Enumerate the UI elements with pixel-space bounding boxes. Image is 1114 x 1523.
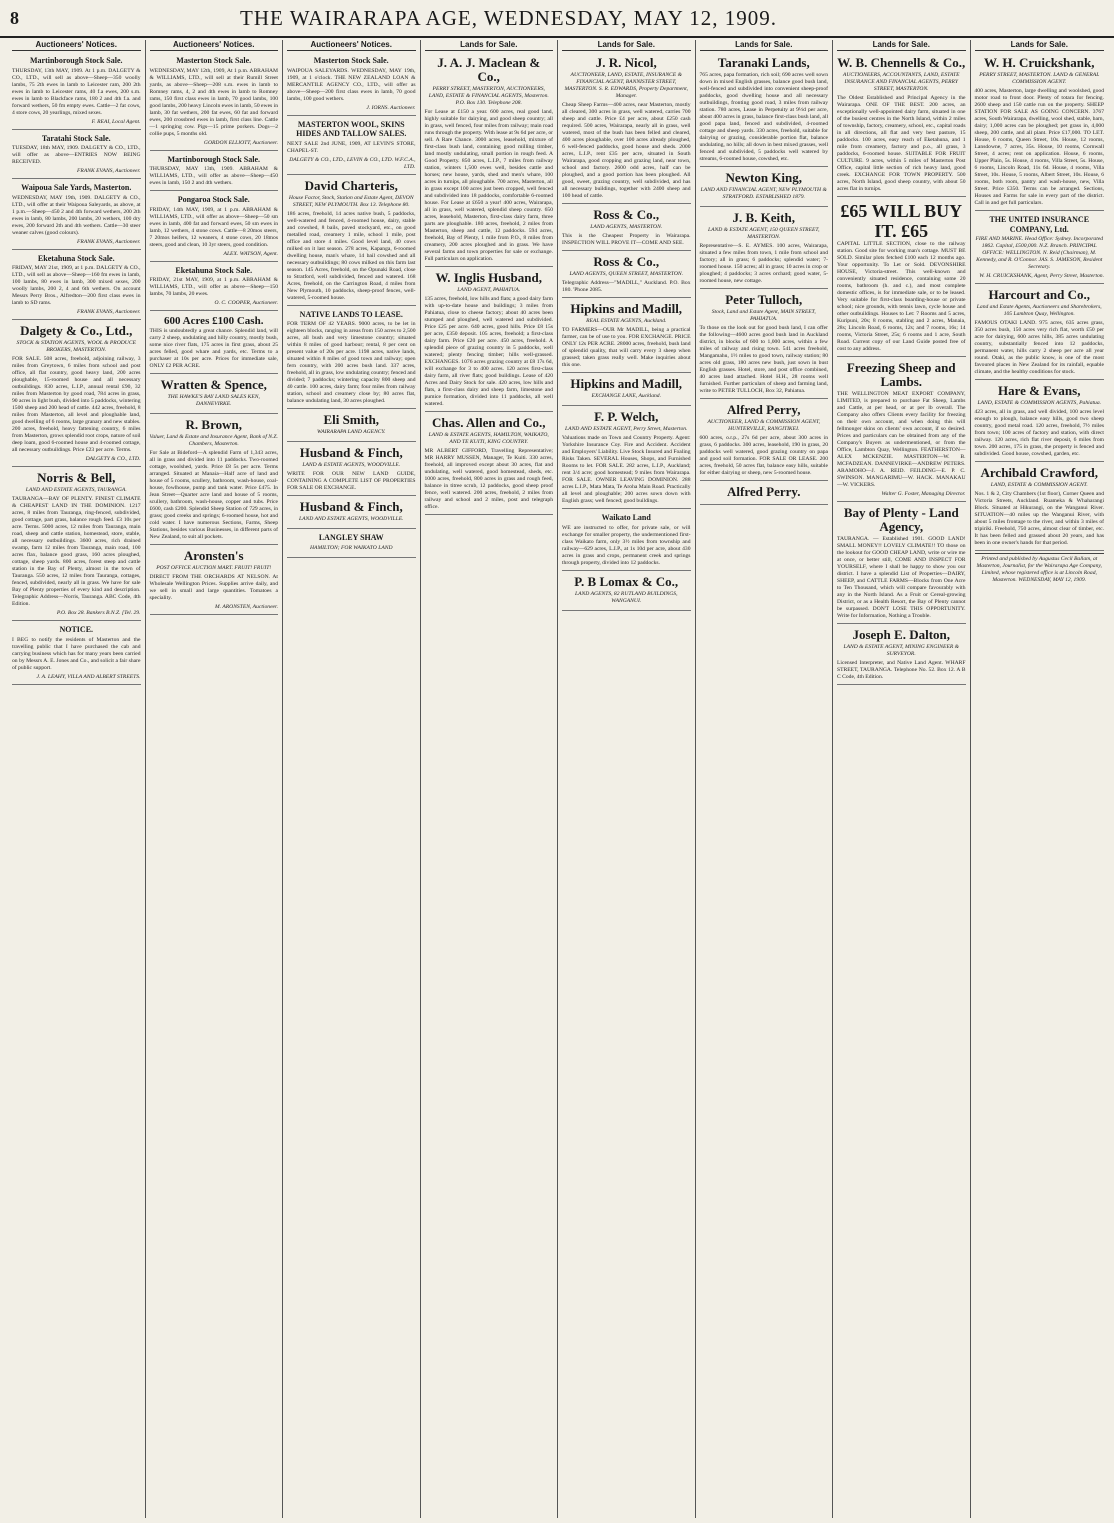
ad-subtitle: AUCTIONEERS, ACCOUNTANTS, LAND, ESTATE INSURANCE AND FINANCIAL AGENTS, PERRY STREET, MASTERTON.	[842, 72, 960, 92]
column-5	[558, 40, 696, 1518]
ad-signature: J. IORNS. Auctioneer.	[366, 104, 416, 111]
advertisement	[12, 322, 141, 467]
ad-title: Hipkins and Madill,	[570, 376, 683, 391]
ad-signature: FRANK EVANS, Auctioneer.	[77, 168, 141, 174]
ad-title: Newton King,	[725, 170, 803, 185]
ad-title: Archibald Crawford,	[980, 465, 1098, 480]
ad-title: F. P. Welch,	[594, 409, 659, 424]
ad-subtitle: POST OFFICE AUCTION MART. FRUIT! FRUIT!	[156, 565, 272, 571]
ad-subtitle: STOCK & STATION AGENTS, WOOL & PRODUCE BROKERS, MASTERTON.	[16, 340, 136, 353]
ad-title: NATIVE LANDS TO LEASE.	[299, 309, 403, 319]
advertisement	[12, 54, 141, 130]
advertisement	[287, 54, 416, 116]
advertisement	[700, 483, 829, 505]
ad-signature: J. A. LEAHY, VILLA AND ALBERT STREETS.	[36, 673, 141, 680]
ad-body: For Sale at Bideford—A splendid Farm of 1,343 acres, all in grass and divided into 11 paddocks. Two-roomed cottage, woolshed, yards. Price £8 5s per acre. Terms arranged. Situated at Manaia—Half acre of land and house of 5 rooms, scullery, bathroom, wash-house, coal-house, fowlhouse, pump and tank water. Price £475. In Jean Street—Quarter acre land and house of 5 rooms, scullery, bathroom, wash-house, copper and tubs. Price £600, cash £200. Splendid Sheep Station of 729 acres, in grass; good creeks and springs; 6-roomed house, hot and cold water. I have numerous Sections, Farms, Sheep Stations, besides various Businesses, in different parts of New Zealand, to suit all pockets.	[149, 450, 278, 540]
advertisement	[287, 308, 416, 410]
advertisement	[150, 313, 279, 374]
masthead	[0, 0, 1114, 38]
advertisement	[837, 504, 966, 624]
advertisement	[150, 54, 279, 151]
ad-subtitle: AUCTIONEER, LAND & COMMISSION AGENT, HUNTERVILLE, RANGITIKEI.	[707, 419, 821, 432]
advertisement	[837, 626, 966, 685]
ad-body: 423 acres, all in grass, and well divided, 100 acres level enough to plough, balance easy hills, good two sheep country, good metal road. 120 acres, freehold, 7½ miles from town; 100 acres of factory and station, with direct railway. 120 acres, rich flat river deposit, 6 miles from town. 200 acres, 175 in grass, the property is fenced and subdivided. Good house, cowshed, garden, etc.	[974, 409, 1104, 457]
ad-signature: GORDON ELLIOTT, Auctioneer.	[203, 139, 278, 146]
column-header: Lands for Sale.	[700, 40, 829, 51]
ad-body: NEXT SALE 2nd JUNE, 1909, AT LEVIN'S STORE, CHAPEL-ST.	[287, 140, 416, 154]
ad-title: Martinborough Stock Sale.	[29, 56, 123, 65]
ad-body: TAURANGA. — Established 1901. GOOD LAND! SMALL MONEY!! LOVELY CLIMATE!! TO those on the lookout for GOOD CHEAP LAND, write or wire me at once, or better still, COME AND INSPECT FOR YOURSELF, where I shall be happy to show you our district. I have a splendid List of Properties—DAIRY, SHEEP, and CATTLE FARMS—Blocks from One Acre to Ten Thousand, which will compare favourably with any in the North Island. As a Fruit or Cereal-growing District, or as a Health Resort, the Bay of Plenty cannot be surpassed. DON'T LOSE THIS OPPORTUNITY. Write for Information, Nothing a Trouble.	[837, 536, 966, 619]
ad-body: THURSDAY, 13th MAY, 1909. At 1 p.m. DALGETY & CO., LTD., will sell as above—Sheep—350 woolly lambs, 75 2th ewes in lamb to Leicester ram, 200 2th ewes in lamb to Leicester rams, 40 f.a ewes, 200 s.m. ewes in lamb to Blackface rams, 180 2 and 4th f.a. and forward wethers, 50 fm empty ewes. Cattle—2 fat cows, 4 store cows, 20 yearlings, mixed sexes.	[12, 67, 141, 116]
ad-signature: M. ARONSTEN, Auctioneer.	[214, 604, 278, 610]
advertisement	[975, 54, 1105, 211]
advertisement	[837, 54, 966, 197]
ad-body: TO FARMERS—OUR Mr MADILL, being a practical farmer, can be of use to you. FOR EXCHANGE. PRICE ONLY 12s PER ACRE. 28000 acres, freehold, bush land of splendid quality, that will carry every 3 sheep when grassed; taken grass really well. Make inquiries about this one.	[562, 327, 691, 368]
ad-title: LANGLEY SHAW	[318, 533, 384, 542]
ad-subtitle: WAIRARAPA LAND AGENCY.	[316, 429, 386, 435]
ad-body: Licensed Interpreter, and Native Land Agent. WHARF STREET, TAURANGA. Telephone No. 52. Box 12. A B C Code, 4th Edition.	[837, 660, 966, 680]
advertisement	[425, 269, 554, 412]
ad-signature: FRANK EVANS, Auctioneer.	[77, 309, 141, 315]
advertisement	[700, 54, 829, 167]
advertisement	[837, 359, 966, 502]
ad-title: Masterton Stock Sale.	[313, 56, 389, 65]
ad-subtitle: PERRY STREET, MASTERTON. LAND & GENERAL COMMISSION AGENT.	[979, 72, 1100, 85]
ad-subtitle: LAND, ESTATE & COMMISSION AGENTS, Pahiatua.	[977, 400, 1102, 406]
ad-title: J. A. J. Maclean & Co.,	[437, 55, 541, 84]
ad-signature: F. REAI, Local Agent.	[91, 118, 141, 125]
ad-body: FOR TERM OF 42 YEARS. 9000 acres, to be let in eighteen blocks, ranging in areas from 150 acres to 2,500 acres, all bush and very limestone country; situated within 8 miles of good harbour; rental, 8 per cent on present value of 20s per acre. 1198 acres, native lands, situated within 8 miles of good town and railway; open fern country, with 200 acres bush land. 337 acres, freehold, all in grass, low undulating country; fenced and divided; 7 paddocks; wintering capacity 800 sheep and 40 cattle. 100 acres, dairy farm; four miles from railway station, school and creamery close by; 80 acres flat, balance undulating land, 30 acres ploughed.	[287, 321, 416, 404]
ad-body: TUESDAY, 18th MAY, 1909. DALGETY & CO., LTD., will offer as above—ENTRIES NOW BEING RECEIVED.	[12, 145, 141, 165]
ad-title: Hare & Evans,	[998, 383, 1081, 398]
ad-subtitle: LAND AGENT, PAHIATUA.	[457, 287, 521, 293]
ad-subtitle: House Factor, Stock, Station and Estate Agent, DEVON STREET, NEW PLYMOUTH. Box 13. Telephone 80.	[288, 194, 414, 208]
ad-title: W. H. Cruickshank,	[984, 55, 1095, 70]
ad-subtitle: LAND AGENTS, 82 RUTLAND BUILDINGS, WANGANUI.	[575, 590, 678, 604]
ad-body: To those on the look out for good bush land, I can offer the following—4600 acres good bush land in Auckland district, in blocks of 600 to 1,000 acres, within a few miles of railway and rising town. 541 acres freehold, Mangamahu, 1½ miles to good town, railway station; 80 acres old grass, 180 acres new bush, just sown in bust English grasses. Hotel, store, and post office combined, 40 acres land attached. Hotel H.H., 28 rooms well furnished. Further particulars of sheep and farming land, write to PETER TULLOCH, Box 32, Pahiatua.	[699, 325, 828, 394]
ad-signature: W. H. CRUICKSHANK, Agent, Perry Street, Masterton.	[979, 273, 1104, 279]
ad-body: TAURANGA—BAY OF PLENTY. FINEST CLIMATE & CHEAPEST LAND IN THE DOMINION. 1217 acres, 8 miles from Tauranga, ring-fenced, subdivided, good cottage, part grass, balance rough feed. £3 10s per acre. Terms. 5000 acres, 12 miles from Tauranga, main road, sheep and cattle station, homestead, store, stable, all necessary outbuildings. 3600 acres, rich drained swamp, farm 12 miles from Tauranga, main road, 100 acres flax, balance good grass, 160 acres ploughed, cottage, sheep yards. 800 acres, forest steep and cattle station in the Bay of Plenty, almost in the town of Tauranga. 550 acres, 12 miles from Tauranga, cottages, fenced, subdivided, nearly all in grass. We have for sale Bay of Plenty properties of every kind and description. Telegraphic Address—Norris, Tauranga. ABC Code, 4th Edition.	[12, 496, 141, 607]
advertisement	[425, 414, 554, 515]
ad-body: The Oldest Established and Principal Agency in the Wairarapa. ONE OF THE BEST. 200 acres, an exceptionally well-appointed dairy farm, situated in one of the busiest centres in the North Island, within 2 miles of township, factory, creamery, school, etc., capital roads in all directions, all flat and very best pasture, 15 paddocks. 100 acres, easy reach of Eketahuna, and 1 mile from creamery, factory and p.o., all grass, 3 paddocks, 6-roomed house. SUITABLE FOR FRUIT CULTURE. 9 acres, within 5 miles of Masterton Post Office, capital little section of rich heavy land, good creek. EXCHANGE FOR TOWN PROPERTY. 500 acres, North Island, good sheep country, with about 50 acres flat in turnips.	[837, 95, 966, 192]
column-1	[8, 40, 146, 1518]
ad-signature: P.O. Box 28. Bankers B.N.Z. [Tel. 29.	[56, 610, 141, 616]
ad-title: Joseph E. Dalton,	[852, 627, 951, 642]
ad-subtitle: THE HAWKE'S BAY LAND SALES KEN, DANNEVIRKE.	[167, 394, 260, 407]
advertisement	[975, 286, 1105, 380]
ad-body: THE WELLINGTON MEAT EXPORT COMPANY, LIMITED, is prepared to purchase Fat Sheep, Lambs and Cattle, at per head, or at per lb overall. The Company also offers Clients every facility for freezing on their own account, and when doing this will fellmonger skins on clients' own account, if so desired. Prices and particulars can be obtained from any of the Company's Buyers as undermentioned, or from the Office, Lambton Quay, Wellington. FEATHERSTON—ALEX MCKENZIE. MASTERTON—W. B. MCFADZEAN. DANNEVIRKE—ANDREW PETERS. ARAMOHO—J. A. REID. FEILDING—E. P. C. SWINSON. MANGARIMU—W. HACK. MANAKAU—W. VICKERS.	[837, 391, 966, 488]
ad-subtitle: LAND AND ESTATE AGENT, Perry Street, Masterton.	[565, 426, 688, 432]
ad-subtitle: LAND AND FINANCIAL AGENT, NEW PLYMOUTH & STRATFORD. ESTABLISHED 1879.	[700, 187, 827, 200]
ad-title: Martinborough Stock Sale.	[167, 154, 261, 164]
column-header: Lands for Sale.	[425, 40, 554, 51]
ad-subtitle: HAMILTON; FOR WAIKATO LAND	[309, 544, 393, 551]
ad-body: WEDNESDAY, MAY 12th, 1909, At 1 p.m. ABRAHAM & WILLIAMS, LTD., will sell at their Rumill Street yards, as above—Sheep—208 s.m. ewes in lamb to Romney rams, 4, 2 and 4th ewes in lamb to Romney rams, 150 first class ewes in lamb, 70 good lambs, 100 good lambs, 200 heavy Lincoln ewes in lamb, 50 ewes in lamb, 30 fat wethers, 200 fat ewes, 60 fat and forward ewes, 200 crossbred ewes in lamb, first class line. Cattle—1 springing cow. Pigs—15 prime porkers. Dogs—2 collie pups, 5 months old.	[149, 67, 278, 137]
ad-subtitle: LAND AGENTS, MASTERTON.	[590, 224, 663, 230]
ad-body: FOR SALE. 508 acres, freehold, adjoining railway, 3 miles from Greytown, 6 miles from school and post office, all flat country, good heavy land, 200 acres ploughable, 15-roomed house and all necessary outbuildings. 830 acres, L.I.P., annual rental £90, 32 miles from Masterton by good road, 784 acres in grass, 90 acres in light bush, divided into 5 paddocks, wintering 1500 sheep and 200 head of cattle. 442 acres, freehold, 8 miles from Masterton, all level and ploughable land, good dwelling of 6 rooms, large granary and new stables. 200 acres, freehold, heavy fattening country, 6 miles from Masterton, grows splendid root crops, nature of soil deep loam, good 6-roomed house and 4-roomed cottage, all necessary outbuildings. Price £23 per acre. Terms.	[12, 356, 141, 453]
ad-body: Valuations made on Town and Country Property. Agent: Yorkshire Insurance Coy. Fire and Accident. Accident and Employers' Liability. Live Stock Insured and Foaling Risks Taken. SEVERAL Houses, Shops, and Furnished Rooms to let. FOR SALE. 282 acres, L.I.P., Auckland; rent 3/4 acre; good homestead; 9 miles from Wairarapa. FOR SALE. OWNER LEAVING DOMINION. 288 acres L.I.P., Mata Mata, Te Aroha Main Road. Practically all level and ploughable; 200 acres sown down with English grass; well fenced; good buildings.	[562, 435, 691, 504]
column-header: Lands for Sale.	[562, 40, 691, 51]
advertisement	[975, 213, 1105, 284]
ad-subtitle: LAND AND ESTATE AGENTS, WOODVILLE.	[298, 516, 404, 522]
advertisement	[287, 531, 416, 558]
ad-price-headline: £65 WILL BUY IT. £65	[840, 201, 963, 241]
ad-body: WRITE FOR OUR NEW LAND GUIDE, CONTAINING A COMPLETE LIST OF PROPERTIES FOR SALE OR EXCHANGE.	[287, 471, 416, 491]
ad-body: FRIDAY, MAY 21st, 1909, at 1 p.m. DALGETY & CO., LTD., will sell as above—Sheep—160 fm ewes in lamb, 100 lambs, 80 ewes in lamb, 300 mixed sexes, 200 woolly lambs, 200 2, 4 and 6th wethers. On account Messrs Perry Bros., Alfredton—200 first class ewes in lamb to SD rams.	[12, 265, 141, 306]
ad-title: Husband & Finch,	[299, 499, 403, 514]
ad-title: Husband & Finch,	[299, 445, 403, 460]
ad-signature: FRANK EVANS, Auctioneer.	[77, 238, 141, 245]
ad-body: Representative—S. E. AYMES. 100 acres, Wairarapa, situated a few miles from town, 1 mile from school and factory; all in grass; 6 paddocks; splendid water; 7-roomed house. 150 acres; all in grass; 10 acres in crop or ploughed; 4 paddocks; 3 acres orchard; good water, 5-roomed house, new cottage.	[699, 243, 828, 284]
imprint-footer: Printed and published by Augustus Cecil Ballam, at Masterton, Journalist, for the Wairarapa Age Company, Limited, whose registered office is at Lincoln Road, Masterton. WEDNESDAY, MAY 12, 1909.	[975, 553, 1105, 584]
ad-title: Ross & Co.,	[593, 207, 660, 222]
ad-subtitle: LAND & ESTATE AGENTS, WOODVILLE.	[302, 462, 401, 468]
advertisement	[12, 252, 141, 321]
advertisement	[12, 132, 141, 180]
ad-title: Chas. Allen and Co.,	[432, 415, 546, 430]
advertisement	[562, 375, 691, 406]
advertisement	[425, 54, 554, 267]
advertisement	[150, 547, 279, 615]
ad-title: Dalgety & Co., Ltd.,	[20, 323, 133, 338]
ad-subtitle: LAND & ESTATE AGENT, 150 QUEEN STREET, MASTERTON.	[707, 227, 820, 240]
ad-subtitle: Valuer, Land & Estate and Insurance Agent, Bank of N.Z. Chambers, Masterton.	[149, 434, 278, 447]
ad-body: Cheap Sheep Farms—400 acres, near Masterton, mostly all cleared, 300 acres in grass, well watered, carries 700 sheep and cattle. Price £4 per acre, about £250 cash required. 500 acres, Wairarapa, nearly all in grass, well watered, most of the bush has been felled and cleared, 400 acres ploughable, over 100 acres already ploughed, 6 well-fenced paddocks, good house and sheds. 2000 acres, L.I.P., rent £35 per acre, situated in South Wairarapa, good cropping and grazing land, near town, school and factory. 2600 odd acres, half can be ploughed, and a good portion has been ploughed. All good, sweet, grazing country, well subdivided, and has all necessary buildings, together with 2400 sheep and 100 head of cattle.	[562, 102, 691, 199]
ad-title: Harcourt and Co.,	[988, 287, 1091, 302]
ad-subtitle: Land and Estate Agents, Auctioneers and Sharebrokers, 105 Lambton Quay, Wellington.	[976, 304, 1102, 317]
advertisement	[700, 291, 829, 399]
column-header: Auctioneers' Notices.	[150, 40, 279, 51]
ad-subtitle: LAND AGENTS, QUEEN STREET, MASTERTON.	[569, 271, 684, 277]
ad-subtitle: Stock, Land and Estate Agent, MAIN STREET, PAHIATUA.	[711, 309, 816, 322]
ad-title: THE UNITED INSURANCE COMPANY, Ltd.	[989, 215, 1090, 234]
ad-signature: DALGETY & CO., LTD., LEVIN & CO., LTD. W.F.C.A., LTD.	[289, 156, 416, 170]
ad-title: Freezing Sheep and Lambs.	[846, 360, 956, 389]
ad-title: Wratten & Spence,	[160, 377, 267, 392]
advertisement	[287, 177, 416, 306]
advertisement	[700, 209, 829, 289]
ad-signature: O. C. COOPER, Auctioneer.	[214, 300, 278, 306]
ad-title: J. B. Keith,	[732, 210, 795, 225]
advertisement	[287, 444, 416, 496]
column-header: Lands for Sale.	[975, 40, 1105, 51]
advertisement	[12, 469, 141, 621]
ad-body: 186 acres, freehold, 14 acres native bush, 5 paddocks, well-watered and fenced, 4-roomed house, dairy, stable and cowshed, 8 bails, paved stockyard, etc., on good metalled road, creamery 1 mile, school 1 mile, post office and store 4 miles. Good level land, 40 cows milked on it last season. 278 acres, Kapanga, 6-roomed dwelling house, man's whare, 14 bail cowshed and all necessary outbuildings; 80 cows milked on this farm last season. 145 Acres, freehold, on the Opunaki Road, close to Stratford, well subdivided, fenced and watered. 168 Acres, freehold, on the Carrington Road, 4 miles from New Plymouth, 10 paddocks, sheep-proof fences, well-watered, 5-roomed house.	[287, 210, 416, 301]
advertisement	[150, 264, 279, 312]
advertisement	[12, 181, 141, 250]
advertisement	[150, 416, 279, 545]
advertisement	[700, 169, 829, 207]
ad-body: 765 acres, papa formation, rich soil; 690 acres well sown down in mixed English grasses, balance good bush land, well-fenced and subdivided into convenient sheep-proof paddocks, good dwelling house and all necessary outbuildings, fronting good road, 3 miles from railway station. 780 acres, Lease in Perpetuity at 9½d per acre, about 400 acres in grass, balance first-class bush land, all good papa land, fenced and subdivided, 4-roomed cottage and sheep yards. 330 acres, freehold, suitable for dairying or grazing, considerable portion flat, balance undulating, no hills; all down in best mixed grasses, well fenced and subdivided, 5 paddocks well watered by streams, 6-roomed house, cowshed, etc.	[699, 72, 828, 162]
ad-title: W. B. Chennells & Co.,	[837, 55, 966, 70]
ad-subtitle: AUCTIONEER, LAND, ESTATE, INSURANCE & FINANCIAL AGENT, BANNISTER STREET, MASTERTON. S. R. EDWARDS, Property Department, Manager.	[564, 72, 689, 99]
ad-signature: Walter G. Foster, Managing Director.	[881, 491, 966, 497]
ad-signature: ALEX. WATSON, Agent.	[223, 250, 278, 257]
advertisement	[562, 573, 691, 611]
ad-title: Aronsten's	[183, 548, 244, 563]
ad-title: Bay of Plenty - Land Agency,	[843, 505, 959, 534]
ad-body: THIS is undoubtedly a great chance. Splendid land, will carry 2 sheep, undulating and hilly country, mostly bush, some nice river flats, 175 acres in first grass, about 25 acres felled, good whare and yards, etc. Terms to a purchaser at 10s per acre. Prices for immediate sale, ONLY £2 PER ACRE.	[149, 328, 278, 369]
ad-body: Nos. 1 & 2, City Chambers (1st floor), Corner Queen and Victoria Streets, Auckland. Ruameka & Whaharangi Block. Situated at Hikurangi, on the Wanganui River. SITUATION—40 miles up the Wanganui River, with about 5 miles frontage to the river, and within 3 miles of tripiriki. Freehold, 750 acres, almost clear of timber, etc. It has been felled and grassed about 20 years, and has been in one owner's hands for that period.	[974, 491, 1104, 546]
ad-title: Waipoua Sale Yards, Masterton.	[21, 183, 132, 192]
advertisement	[287, 411, 416, 442]
advertisement	[562, 408, 691, 509]
advertisement	[562, 253, 691, 298]
ad-subtitle: LAND AND ESTATE AGENTS, TAURANGA.	[25, 487, 127, 493]
ad-body: 600 acres, o.r.p., 27s 6d per acre, about 300 acres in grass, 6 paddocks. 300 acres, leasehold, 190 in grass, 20 paddocks well watered, good grazing country on papa and good soil formation. FOR SALE OR LEASE. 200 acres, freehold, 50 acres flat, balance easy hills, suitable for either dairying or sheep, new 5-roomed house.	[699, 435, 828, 476]
ad-title: Taranaki Lands,	[717, 55, 810, 70]
column-7	[833, 40, 971, 1518]
column-header: Lands for Sale.	[837, 40, 966, 51]
ad-title: NOTICE.	[59, 625, 94, 634]
ad-title: J. R. Nicol,	[595, 55, 657, 70]
ad-cash-headline: 600 Acres £100 Cash.	[164, 315, 264, 327]
ad-title: Alfred Perry.	[727, 484, 801, 499]
ad-title: Norris & Bell,	[37, 470, 116, 485]
advertisement	[562, 511, 691, 571]
ad-body: I BEG to notify the residents of Masterton and the travelling public that I have purchased the cab and carrying business which has for many years been carried on by Messrs A. E. Jones and Co., and solicit a fair share of public support.	[12, 636, 141, 671]
ad-subtitle: REAL ESTATE AGENTS, Auckland.	[586, 318, 667, 324]
ad-body: FRIDAY, 21st MAY, 1909, at 1 p.m. ABRAHAM & WILLIAMS, LTD., will offer as above—Sheep—150 lambs, 70 lambs, 20 ewes.	[149, 277, 278, 297]
ad-body: THURSDAY, MAY 13th, 1909. ABRAHAM & WILLIAMS, LTD., will offer as above—Sheep—450 ewes in lamb, 150 2 and 4th wethers.	[149, 166, 278, 186]
advertisement	[287, 498, 416, 529]
column-8	[971, 40, 1109, 1518]
ad-subtitle: FIRE AND MARINE. Head Office: Sydney. Incorporated 1862. Capital, £500,000. N.Z. Branch. PRINCIPAL OFFICE: WELLINGTON. N. Reid (Chairman), M. Kennedy, and R. O'Connor. JAS. S. JAMESON, Resident Secretary.	[975, 236, 1104, 270]
ad-title: Taratahi Stock Sale.	[41, 133, 111, 143]
ad-signature: DALGETY & CO., LTD.	[85, 456, 141, 462]
ad-body: DIRECT FROM THE ORCHARDS AT NELSON. At Wholesale Wellington Prices. Supplies arrive daily, and we sell in small and large quantities. Tomatoes a speciality.	[149, 574, 278, 601]
ad-body: FRIDAY, 14th MAY, 1909, at 1 p.m. ABRAHAM & WILLIAMS, LTD., will offer as above—Sheep—50 sm ewes in lamb, 400 fat and forward ewes, 50 sm ewes in lamb, 12 wethers, 4 stone cows. Cattle—8 20mos steers, 7 20mos heifers, 12 weaners, 4 stone cows, 20 18mos steers, good and clean, 10 3yr steers, good condition.	[149, 206, 278, 248]
column-3	[283, 40, 421, 1518]
ad-title: David Charteris,	[304, 177, 398, 193]
ad-title: Hipkins and Madill,	[570, 301, 683, 316]
advertisement	[562, 206, 691, 251]
advertisement	[975, 382, 1105, 462]
ad-body: WEDNESDAY, MAY 19th, 1909. DALGETY & CO., LTD., will offer at their Waipoua Saleyards, as above, at 1 p.m.—Sheep—450 2 and 4th forward wethers, 200 2th ewes in lamb, 80 lambs, 200 lambs, 20 wethers, 100 dry ewes, 200 forward 2th and 4th wethers. Cattle—30 steer weaner calves (good colours).	[12, 194, 141, 236]
advertisement	[150, 153, 279, 192]
ad-subtitle: LAND & ESTATE AGENT, MINING ENGINEER & SURVEYOR.	[843, 644, 960, 657]
column-header: Auctioneers' Notices.	[12, 40, 141, 51]
ad-title: Peter Tulloch,	[725, 292, 803, 307]
ad-body: CAPITAL LITTLE SECTION, close to the railway station. Good site for working man's cottage. MUST BE SOLD. Similar plots fetched £100 each 12 months ago. Your opportunity. To Let or Sold. DEVONSHIRE HOUSE, Victoria-street. This well-known and conveniently situated residence, containing some 20 rooms, bathroom (h. and c.), and most complete domestic offices, is for immediate sale, or to be leased. Very suitable for first-class boarding-house or private school; nice grounds, with tennis lawn, cycle house and other outbuildings. Houses to Let: 7 Rooms and 5 acres, Kuripuni, 20s; 8 rooms, stabling and 2 acres, Manaia, 28s; Lincoln Road, 6 rooms, 12s; and 7 rooms, 16s; 14 rooms, Victoria Street, 25s; 6 rooms and 1 acre, South Road. Current copy of our Land Guide posted free of cost to any address.	[837, 241, 966, 352]
ad-title: Alfred Perry,	[727, 402, 801, 417]
ad-subtitle: EXCHANGE LANE, Auckland.	[591, 393, 661, 399]
ad-title: Eli Smith,	[323, 412, 380, 427]
ad-body: For Lease at £150 a year. 600 acres, real good land, highly suitable for dairying, and good sheep country; all in grass, well fenced, four miles from railway; main road runs through the property. With lease at 9s 6d per acre, or sell. A Rare Chance. 3000 acres, leasehold, mixture of first-class bush land, containing good milling timber, land mostly undulating, small portion in rough feed. A Good Property. 850 acres, L.I.P., 7 miles from railway station, winters 1,500 ewes well, besides cattle and horses; new house, yards, shed and men's whare, 100 acres in turnips, all ploughable. 700 acres, Masterton, all in grass except 100 acres just been cropped, well fenced and subdivided into 18 paddocks, comfortable 6-roomed house. For Lease at £650 a year! 400 acres, Wairarapa, all in grass, well watered, splendid sheep country. 650 acres, leasehold, Masterton, first-class dairy farm, three parts are ploughable. 180 acres, freehold, 2 miles from Masterton, sheep and cattle, 12 paddocks. 594 acres, freehold, Bay of Plenty, 1 mile from P.O., 8 miles from creamery, 200 acres ploughed and in grass. We have several farms and town properties for sale or exchange. Full particulars on application.	[424, 109, 553, 262]
ad-title: Eketahuna Stock Sale.	[37, 253, 115, 263]
ad-body: MR ALBERT GIFFORD, Travelling Representative; MR HARRY MUSSEN, Manager, Te Kuiti. 330 acres, freehold, all improved except about 30 acres, flat and undulating, well watered, good homestead, sheds, etc. 1000 acres, freehold, 800 acres in grass and rough feed, balance in titree scrub, 12 paddocks, good sheep proof fence, well watered. 200 acres, freehold, 2 miles from railway and school and 2 miles, post and telegraph office.	[424, 448, 553, 510]
column-2	[146, 40, 284, 1518]
advertisement	[975, 464, 1105, 551]
ad-body: 135 acres, freehold, low hills and flats; a good dairy farm with up-to-date house and buildings; 3 miles from Pahiatua, close to cheese factory; about 40 acres been stumped and ploughed, well watered and subdivided. Price £25 per acre. 640 acres, good hills. Price £8 15s per acre, £350 deposit. 105 acres, freehold; a first-class dairy farm. Price £20 per acre. 450 acres, freehold. A splendid piece of grazing country in 5 paddocks, well watered; plenty fencing timber; hills well-grassed. EXCHANGES. 1076 acres grazing country at £8 17s 6d, will exchange for 3 to 400 acres. 120 acres first-class dairy farm, all river flats; good buildings. Lease of 420 Acres and Dairy Stock for sale. 420 acres, low hills and flats, a first-class dairy and sheep farm, limestone and pumice formation, divided into 11 paddocks, all well watered.	[424, 296, 553, 407]
advertisement	[562, 54, 691, 204]
ad-title: MASTERTON WOOL, SKINS HIDES AND TALLOW SALES.	[296, 119, 407, 138]
ad-title: R. Brown,	[185, 417, 242, 432]
ad-body: Telegraphic Address—"MADILL," Auckland. P.O. Box 180. 'Phone 2085.	[562, 280, 691, 293]
ad-title: Ross & Co.,	[593, 254, 660, 269]
columns-container	[8, 40, 1108, 1518]
column-header: Auctioneers' Notices.	[287, 40, 416, 51]
page-number: 8	[10, 8, 19, 28]
advertisement	[837, 199, 966, 357]
advertisement	[562, 300, 691, 373]
ad-body: WE are instructed to offer, for private sale, or will exchange for smaller property, the undermentioned first-class Waikato farm, only 3½ miles from township and railway—629 acres, L.I.P., at 1s 10d per acre, about 430 acres in grass and crops, permanent creek and springs through property, divided into 12 paddocks.	[562, 524, 691, 566]
ad-title: Masterton Stock Sale.	[176, 56, 252, 65]
advertisement	[12, 623, 141, 685]
advertisement	[150, 193, 279, 262]
ad-subtitle: PERRY STREET, MASTERTON, AUCTIONEERS, LAND, ESTATE & FINANCIAL AGENTS, Masterton. P.O. Box 130. Telephone 208.	[428, 86, 549, 106]
ad-title: Pongaroa Stock Sale.	[177, 195, 250, 204]
column-6	[696, 40, 834, 1518]
column-4	[421, 40, 559, 1518]
ad-title: P. B Lomax & Co.,	[574, 573, 679, 589]
newspaper-title: THE WAIRARAPA AGE, WEDNESDAY, MAY 12, 1909.	[240, 6, 777, 30]
ad-title: Waikato Land	[601, 513, 651, 522]
ad-body: FAMOUS OTAKI LAND. 975 acres, 635 acres grass, 350 acres bush, 150 acres very rich flat, worth £50 per acre for dairying, 600 acres hills, 385 acres undulating country, substantially fenced into 12 paddocks, permanent water, hills carry 2 sheep per acre all year round. Otaki, as the public know, is one of the most favoured places in New Zealand for its rainfall, equable climate, and the healthy conditions for stock.	[974, 320, 1104, 375]
ad-body: WAIPOUA SALEYARDS. WEDNESDAY, MAY 19th, 1909, at 1 o'clock. THE NEW ZEALAND LOAN & MERCANTILE AGENCY CO., LTD., will offer as above—Sheep—200 first class ewes in lamb, 70 good lambs, 100 good wethers.	[287, 67, 416, 102]
advertisement	[287, 118, 416, 175]
ad-subtitle: LAND, ESTATE & COMMISSION AGENT.	[990, 482, 1088, 488]
ad-body: 400 acres, Masterton, large dwelling and woolshed, good motor road to front door. Plenty of totara for fencing. 2600 sheep and 150 cattle run on the property. SHEEP STATION FOR SALE AS GOING CONCERN. 3767 acres, South Wairarapa, dwelling, wool shed, stable, barn, dairy; 1,000 acres can be ploughed; pet grass in, 4,000 sheep, 200 cattle, and all plant. Price £17,000. TO LET. House, 6 rooms, Queen Street, 10s. House, 12 rooms, Lansdowne, 7 acres, 35s. House, 10 rooms, Cornwall Street, 4 acres; rent on application. House, 6 rooms, Upper Plain, 5s. House, 4 rooms, Villa Street, 5s. House, 6 rooms, Lincoln Road, 11s 6d. House, 4 rooms, Villa Street, 10s. House, 5 rooms, Albert Street, 10s. House, 6 rooms, both room, pantry and wash-house, new, Villa Street. Price £350. Terms can be arranged. Sections, Houses and Farms for sale in every part of the district. Call in and get full particulars.	[974, 88, 1104, 206]
ad-subtitle: LAND & ESTATE AGENTS, HAMILTON, WAIKATO, AND TE KUITI, KING COUNTRY.	[428, 432, 549, 445]
advertisement	[150, 376, 279, 414]
advertisement	[700, 401, 829, 481]
ad-title: Eketahuna Stock Sale.	[175, 265, 253, 275]
ad-title: W. Inglis Husband,	[435, 270, 542, 285]
ad-body: This is the Cheapest Property in Wairarapa. INSPECTION WILL PROVE IT—COME AND SEE.	[562, 233, 691, 246]
